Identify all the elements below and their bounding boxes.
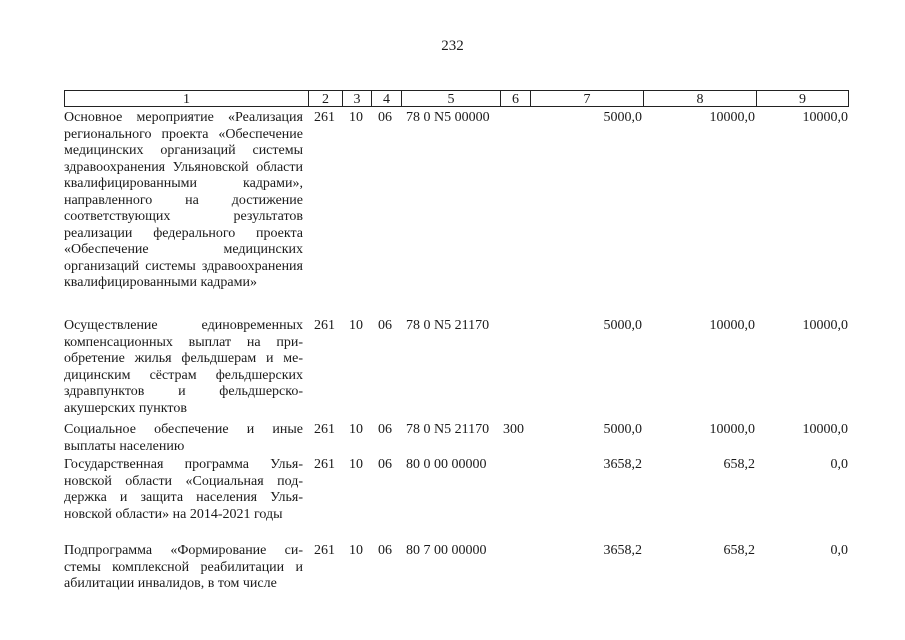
row-description: Государственная программа Ульяновской области «Социальная поддержка и защита населения Ульяновской области» на 2014-2021 годы xyxy=(64,457,303,522)
header-cell-5: 5 xyxy=(401,90,500,107)
header-cell-4: 4 xyxy=(371,90,401,107)
row-amount-9: 0,0 xyxy=(830,457,848,472)
header-cell-3: 3 xyxy=(342,90,371,107)
row-code-6: 300 xyxy=(503,422,524,437)
header-cell-1: 1 xyxy=(64,90,308,107)
row-amount-7: 5000,0 xyxy=(603,318,642,333)
row-amount-7: 5000,0 xyxy=(603,422,642,437)
row-description: Подпрограмма «Формирование системы комплексной реабилитации и абилитации инвалидов, в том числе xyxy=(64,543,303,591)
row-code-2: 261 xyxy=(314,457,335,472)
header-cell-2: 2 xyxy=(308,90,342,107)
row-code-5: 80 0 00 00000 xyxy=(406,457,487,472)
row-code-3: 10 xyxy=(349,422,363,437)
row-code-2: 261 xyxy=(314,110,335,125)
row-code-4: 06 xyxy=(378,110,392,125)
row-amount-8: 10000,0 xyxy=(709,318,755,333)
row-code-5: 80 7 00 00000 xyxy=(406,543,487,558)
row-description: Осуществление единовременных компенсационных выплат на приобретение жилья фельдшерам и медицинским сёстрам фельдшерских здравпунктов и фельдшерско-акушерских пунктов xyxy=(64,318,303,416)
row-amount-8: 658,2 xyxy=(723,457,755,472)
row-code-3: 10 xyxy=(349,543,363,558)
row-code-4: 06 xyxy=(378,543,392,558)
row-code-3: 10 xyxy=(349,457,363,472)
row-code-4: 06 xyxy=(378,318,392,333)
row-amount-9: 10000,0 xyxy=(802,110,848,125)
header-cell-6: 6 xyxy=(500,90,530,107)
row-code-5: 78 0 N5 21170 xyxy=(406,318,490,333)
row-code-3: 10 xyxy=(349,318,363,333)
row-amount-9: 10000,0 xyxy=(802,422,848,437)
row-amount-7: 5000,0 xyxy=(603,110,642,125)
row-amount-7: 3658,2 xyxy=(603,543,642,558)
row-amount-8: 10000,0 xyxy=(709,422,755,437)
row-description: Социальное обеспечение и иные выплаты населению xyxy=(64,422,303,454)
row-amount-9: 10000,0 xyxy=(802,318,848,333)
header-cell-7: 7 xyxy=(530,90,643,107)
row-code-2: 261 xyxy=(314,543,335,558)
row-code-2: 261 xyxy=(314,318,335,333)
row-amount-8: 658,2 xyxy=(723,543,755,558)
row-code-4: 06 xyxy=(378,422,392,437)
row-description: Основное мероприятие «Реализация регионального проекта «Обеспечение медицинских организаций системы здравоохранения Ульяновской области квалифицированными кадрами», направленного на достижение соответствующих результатов реализации федерального проекта «Обеспечение медицинских организаций системы здравоохранения квалифицированными кадрами» xyxy=(64,110,303,290)
row-amount-7: 3658,2 xyxy=(603,457,642,472)
row-amount-9: 0,0 xyxy=(830,543,848,558)
row-code-5: 78 0 N5 00000 xyxy=(406,110,490,125)
row-code-3: 10 xyxy=(349,110,363,125)
page-number: 232 xyxy=(441,38,464,54)
row-code-2: 261 xyxy=(314,422,335,437)
row-amount-8: 10000,0 xyxy=(709,110,755,125)
header-cell-9: 9 xyxy=(756,90,849,107)
header-cell-8: 8 xyxy=(643,90,756,107)
row-code-4: 06 xyxy=(378,457,392,472)
row-code-5: 78 0 N5 21170 xyxy=(406,422,490,437)
